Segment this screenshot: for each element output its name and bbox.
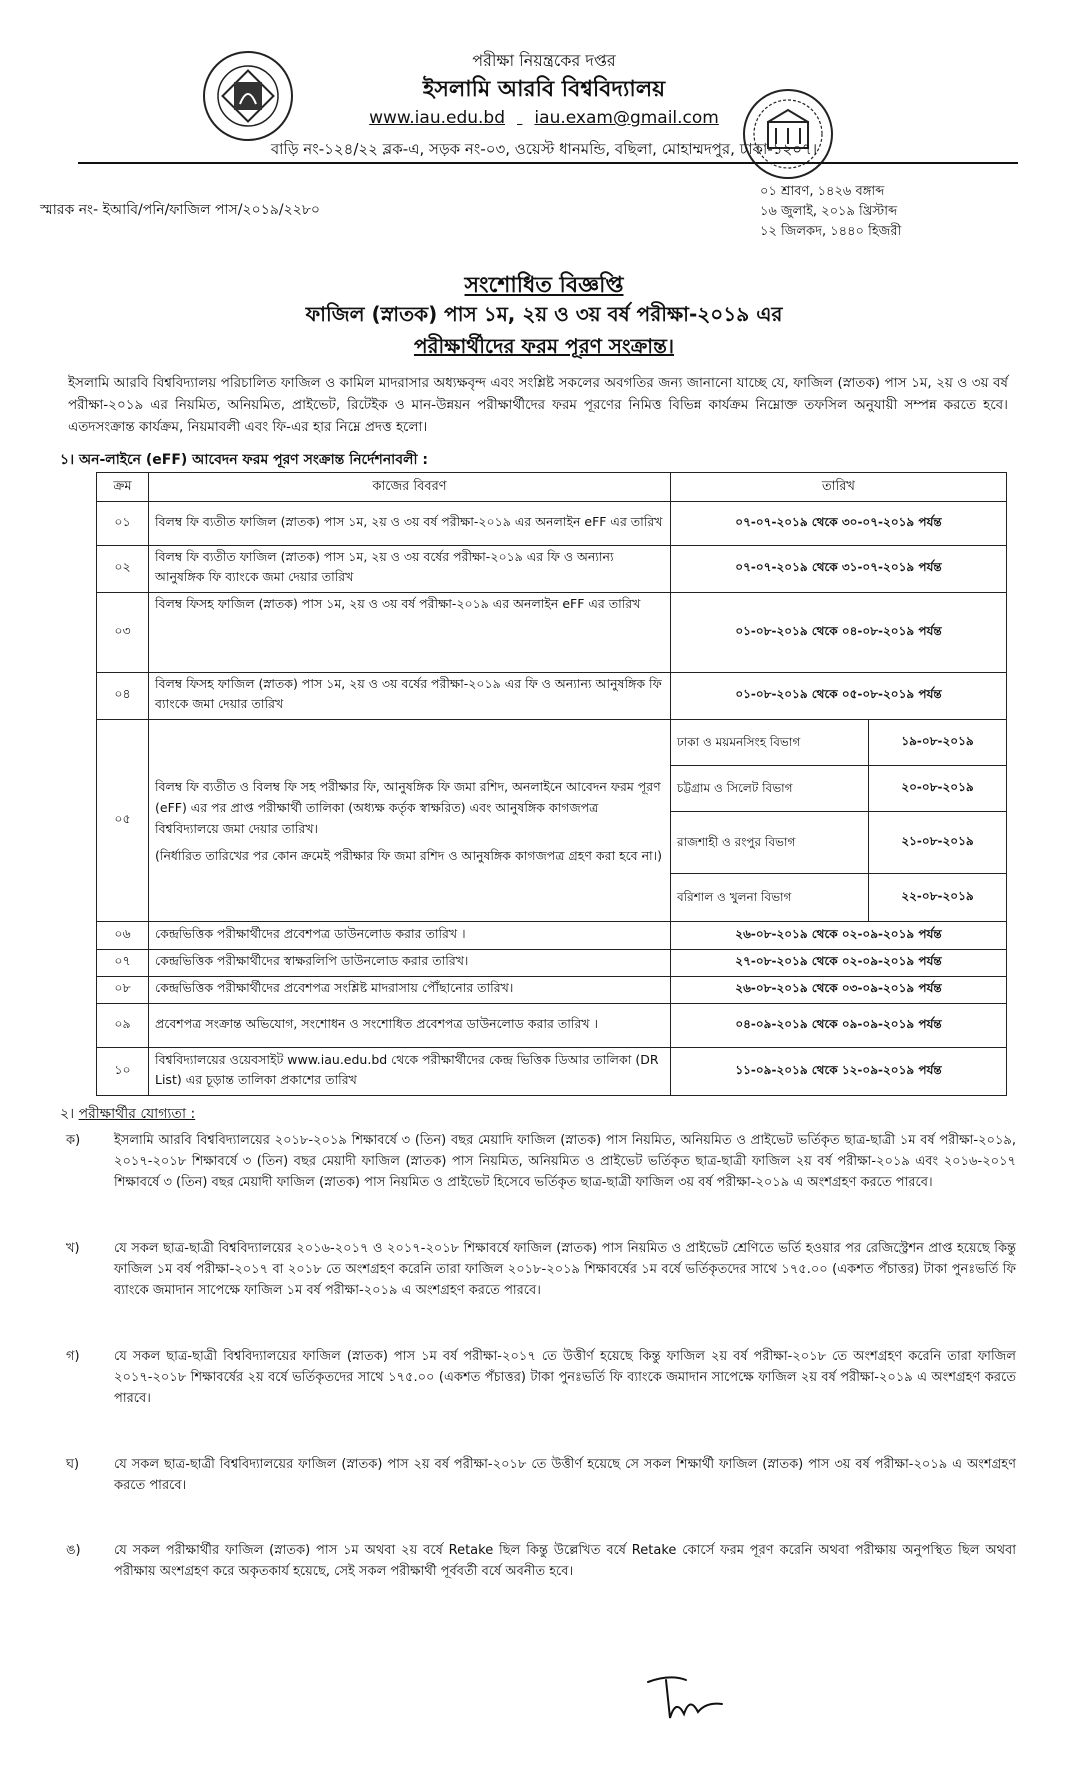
contact-line: [0, 108, 1088, 128]
table-row: [97, 593, 1007, 673]
division-name: রাজশাহী ও রংপুর বিভাগ: [671, 812, 869, 874]
row-date: ১১-০৯-২০১৯ থেকে ১২-০৯-২০১৯ পর্যন্ত: [671, 1048, 1007, 1096]
row-date: ২৬-০৮-২০১৯ থেকে ০৩-০৯-২০১৯ পর্যন্ত: [671, 977, 1007, 1004]
date-hijri: ১২ জিলকদ, ১৪৪০ হিজরী: [760, 224, 902, 239]
item-label: খ): [66, 1241, 80, 1256]
table-row: [97, 1004, 1007, 1048]
issue-dates: [760, 182, 901, 242]
division-date: ২২-০৮-২০১৯: [869, 874, 1007, 922]
row-serial: ০১: [97, 502, 149, 546]
website-link[interactable]: www.iau.edu.bd: [369, 108, 506, 128]
row-description: কেন্দ্রভিত্তিক পরীক্ষার্থীদের স্বাক্ষরলিপি ডাউনলোড করার তারিখ।: [149, 950, 671, 977]
division-name: ঢাকা ও ময়মনসিংহ বিভাগ: [671, 720, 869, 766]
division-date: ১৯-০৮-২০১৯: [869, 720, 1007, 766]
notice-subtitle-2: পরীক্ষার্থীদের ফরম পূরণ সংক্রান্ত।: [413, 334, 675, 358]
item-text: যে সকল ছাত্র-ছাত্রী বিশ্ববিদ্যালয়ের ফাজিল (স্নাতক) পাস ১ম বর্ষ পরীক্ষা-২০১৭ তে উত্তীর্ণ হয়েছে কিন্তু ফাজিল ২য় বর্ষ পরীক্ষা-২০১৮ তে অংশগ্রহণ করেনি তারা ফাজিল ২০১৭-২০১৮ শিক্ষাবর্ষের ২য় বর্ষে ভর্তিকৃতদের সাথে ১৭৫.০০ (একশত পঁচাত্তর) টাকা পুনঃভর্তি ফি ব্যাংকে জমাদান সাপেক্ষে ফাজিল ২য় বর্ষ পরীক্ষা-২০১৯ এ অংশগ্রহণ করতে পারবে।: [114, 1349, 1016, 1406]
row-serial: ০২: [97, 546, 149, 593]
row-description: বিলম্ব ফি ব্যতীত ফাজিল (স্নাতক) পাস ১ম, ২য় ও ৩য় বর্ষ পরীক্ষা-২০১৯ এর অনলাইন eFF এর তারিখ: [149, 502, 671, 546]
intro-paragraph: ইসলামি আরবি বিশ্ববিদ্যালয় পরিচালিত ফাজিল ও কামিল মাদরাসার অধ্যক্ষবৃন্দ এবং সংশ্লিষ্ট সকলের অবগতির জন্য জানানো যাচ্ছে যে, ফাজিল (স্নাতক) পাস ১ম, ২য় ও ৩য় বর্ষ পরীক্ষা-২০১৯ এর নিয়মিত, অনিয়মিত, প্রাইভেট, রিটেইক ও মান-উন্নয়ন পরীক্ষার্থীদের ফরম পূরণের নিমিত্ত বিভিন্ন কার্যক্রম নিম্নোক্ত তফসিল অনুযায়ী সম্পন্ন করতে হবে। এতদসংক্রান্ত কার্যক্রম, নিয়মাবলী এবং ফি-এর হার নিম্নে প্রদত্ত হলো।: [68, 375, 1008, 435]
table-row: [97, 950, 1007, 977]
row-serial: ০৩: [97, 593, 149, 673]
row-serial: ০৫: [97, 720, 149, 922]
row-date: ০৪-০৯-২০১৯ থেকে ০৯-০৯-২০১৯ পর্যন্ত: [671, 1004, 1007, 1048]
notice-title: সংশোধিত বিজ্ঞপ্তি: [464, 273, 624, 298]
row-description: প্রবেশপত্র সংক্রান্ত অভিযোগ, সংশোধন ও সংশোধিত প্রবেশপত্র ডাউনলোড করার তারিখ ।: [149, 1004, 671, 1048]
row-serial: ০৯: [97, 1004, 149, 1048]
table-header-row: [97, 473, 1007, 502]
table-row: [97, 546, 1007, 593]
office-name: পরীক্ষা নিয়ন্ত্রকের দপ্তর: [472, 51, 616, 70]
row-date: ০৭-০৭-২০১৯ থেকে ৩০-০৭-২০১৯ পর্যন্ত: [671, 502, 1007, 546]
item-text: যে সকল পরীক্ষার্থীর ফাজিল (স্নাতক) পাস ১ম অথবা ২য় বর্ষে Retake ছিল কিন্তু উল্লেখিত বর্ষে Retake কোর্সে ফরম পূরণ করেনি অথবা পরীক্ষায় অনুপস্থিত ছিল অথবা পরীক্ষায় অংশগ্রহণ করে অকৃতকার্য হয়েছে, সেই সকল পরীক্ষার্থী পূর্ববর্তী বর্ষে অবনীত হবে।: [114, 1543, 1016, 1579]
row-serial: ০৪: [97, 673, 149, 720]
row-description: [149, 720, 671, 922]
table-row: [97, 502, 1007, 546]
division-date: ২০-০৮-২০১৯: [869, 766, 1007, 812]
schedule-table: [96, 472, 1007, 1096]
eligibility-item: [66, 1454, 1016, 1496]
item-text: ইসলামি আরবি বিশ্ববিদ্যালয়ের ২০১৮-২০১৯ শিক্ষাবর্ষে ৩ (তিন) বছর মেয়াদি ফাজিল (স্নাতক) পাস নিয়মিত, অনিয়মিত ও প্রাইভেট ভর্তিকৃত ছাত্র-ছাত্রী ১ম বর্ষ পরীক্ষা-২০১৯, ২০১৭-২০১৮ শিক্ষাবর্ষে ৩ (তিন) বছর মেয়াদী ফাজিল (স্নাতক) পাস নিয়মিত, অনিয়মিত ও প্রাইভেট ভর্তিকৃত ছাত্র-ছাত্রী ফাজিল ২য় বর্ষ পরীক্ষা-২০১৯ এবং ২০১৬-২০১৭ শিক্ষাবর্ষে ৩ (তিন) বছর মেয়াদী ফাজিল (স্নাতক) পাস নিয়মিত ও প্রাইভেট হিসেবে ভর্তিকৃত ছাত্র-ছাত্রী ফাজিল ৩য় বর্ষ পরীক্ষা-২০১৯ এ অংশগ্রহণ করতে পারবে।: [114, 1133, 1016, 1190]
row-date: ০৭-০৭-২০১৯ থেকে ৩১-০৭-২০১৯ পর্যন্ত: [671, 546, 1007, 593]
division-date: ২১-০৮-২০১৯: [869, 812, 1007, 874]
row-date: ০১-০৮-২০১৯ থেকে ০৫-০৮-২০১৯ পর্যন্ত: [671, 673, 1007, 720]
row-date: ০১-০৮-২০১৯ থেকে ০৪-০৮-২০১৯ পর্যন্ত: [671, 593, 1007, 673]
item-text: যে সকল ছাত্র-ছাত্রী বিশ্ববিদ্যালয়ের ২০১৬-২০১৭ ও ২০১৭-২০১৮ শিক্ষাবর্ষে ফাজিল (স্নাতক) পাস নিয়মিত ও প্রাইভেট শ্রেণিতে ভর্তি হওয়ার পর রেজিস্ট্রেশন প্রাপ্ত হয়েছে কিন্তু ফাজিল ১ম বর্ষ পরীক্ষা-২০১৭ বা ২০১৮ তে অংশগ্রহণ করেনি তারা ফাজিল ২০১৮-২০১৯ শিক্ষাবর্ষের ১ম বর্ষে ভর্তিকৃতদের সাথে ১৭৫.০০ (একশত পঁচাত্তর) টাকা পুনঃভর্তি ফি ব্যাংকে জমাদান সাপেক্ষে ফাজিল ১ম বর্ষ পরীক্ষা-২০১৯ এ অংশগ্রহণ করতে পারবে।: [114, 1241, 1016, 1298]
memo-number: স্মারক নং- ইআবি/পনি/ফাজিল পাস/২০১৯/২২৮০: [40, 202, 321, 218]
table-row: [97, 673, 1007, 720]
signature: [640, 1668, 730, 1728]
eligibility-item: [66, 1540, 1016, 1582]
eligibility-item: [66, 1238, 1016, 1301]
row-serial: ০৬: [97, 922, 149, 950]
division-name: চট্টগ্রাম ও সিলেট বিভাগ: [671, 766, 869, 812]
row-description: বিশ্ববিদ্যালয়ের ওয়েবসাইট www.iau.edu.bd থেকে পরীক্ষার্থীদের কেন্দ্র ভিত্তিক ডিআর তালিকা (DR List) এর চূড়ান্ত তালিকা প্রকাশের তারিখ: [149, 1048, 671, 1096]
table-row: [97, 1048, 1007, 1096]
header-divider: [78, 162, 1018, 164]
eligibility-item: [66, 1346, 1016, 1409]
row-serial: ১০: [97, 1048, 149, 1096]
row-description: কেন্দ্রভিত্তিক পরীক্ষার্থীদের প্রবেশপত্র ডাউনলোড করার তারিখ ।: [149, 922, 671, 950]
date-gregorian: ১৬ জুলাই, ২০১৯ খ্রিস্টাব্দ: [760, 204, 898, 219]
section1-heading: ১। অন-লাইনে (eFF) আবেদন ফরম পূরণ সংক্রান্ত নির্দেশনাবলী :: [60, 452, 428, 468]
table-row: [97, 977, 1007, 1004]
notice-subtitle: ফাজিল (স্নাতক) পাস ১ম, ২য় ও ৩য় বর্ষ পরীক্ষা-২০১৯ এর: [305, 302, 783, 326]
date-bangla: ০১ শ্রাবণ, ১৪২৬ বঙ্গাব্দ: [760, 184, 885, 199]
section2-heading: [60, 1102, 195, 1126]
row-description: বিলম্ব ফিসহ ফাজিল (স্নাতক) পাস ১ম, ২য় ও ৩য় বর্ষের পরীক্ষা-২০১৯ এর ফি ও অন্যান্য আনুষঙ্গিক ফি ব্যাংকে জমা দেয়ার তারিখ: [149, 673, 671, 720]
section2-number: ২।: [60, 1106, 75, 1122]
row-description: বিলম্ব ফিসহ ফাজিল (স্নাতক) পাস ১ম, ২য় ও ৩য় বর্ষ পরীক্ষা-২০১৯ এর অনলাইন eFF এর তারিখ: [149, 593, 671, 673]
item-label: ঘ): [66, 1457, 80, 1472]
university-name: ইসলামি আরবি বিশ্ববিদ্যালয়: [422, 77, 666, 102]
item-text: যে সকল ছাত্র-ছাত্রী বিশ্ববিদ্যালয়ের ফাজিল (স্নাতক) পাস ২য় বর্ষ পরীক্ষা-২০১৮ তে উত্তীর্ণ হয়েছে সে সকল শিক্ষার্থী ফাজিল (স্নাতক) পাস ৩য় বর্ষ পরীক্ষা-২০১৯ এ অংশগ্রহণ করতে পারবে।: [114, 1457, 1016, 1493]
row-description: কেন্দ্রভিত্তিক পরীক্ষার্থীদের প্রবেশপত্র সংশ্লিষ্ট মাদরাসায় পৌঁছানোর তারিখ।: [149, 977, 671, 1004]
section2-title: পরীক্ষার্থীর যোগ্যতা :: [78, 1106, 196, 1122]
row-date: ২৬-০৮-২০১৯ থেকে ০২-০৯-২০১৯ পর্যন্ত: [671, 922, 1007, 950]
col-description: কাজের বিবরণ: [149, 473, 671, 502]
item-label: ক): [66, 1133, 81, 1148]
eligibility-item: [66, 1130, 1016, 1193]
table-row: [97, 720, 1007, 766]
row-serial: ০৮: [97, 977, 149, 1004]
division-name: বরিশাল ও খুলনা বিভাগ: [671, 874, 869, 922]
item-label: গ): [66, 1349, 80, 1364]
email-link[interactable]: iau.exam@gmail.com: [534, 108, 719, 128]
row5-note: (নির্ধারিত তারিখের পর কোন ক্রমেই পরীক্ষার ফি জমা রশিদ ও আনুষঙ্গিক কাগজপত্র গ্রহণ করা হবে না।): [155, 847, 663, 863]
row-serial: ০৭: [97, 950, 149, 977]
table-row: [97, 922, 1007, 950]
item-label: ঙ): [66, 1543, 81, 1558]
col-date: তারিখ: [671, 473, 1007, 502]
address: বাড়ি নং-১২৪/২২ ব্লক-এ, সড়ক নং-০৩, ওয়েস্ট ধানমন্ডি, বছিলা, মোহাম্মদপুর, ঢাকা-১২০৭।: [270, 140, 818, 158]
row-description: বিলম্ব ফি ব্যতীত ফাজিল (স্নাতক) পাস ১ম, ২য় ও ৩য় বর্ষের পরীক্ষা-২০১৯ এর ফি ও অন্যান্য আনুষঙ্গিক ফি ব্যাংকে জমা দেয়ার তারিখ: [149, 546, 671, 593]
row-date: ২৭-০৮-২০১৯ থেকে ০২-০৯-২০১৯ পর্যন্ত: [671, 950, 1007, 977]
row5-text: বিলম্ব ফি ব্যতীত ও বিলম্ব ফি সহ পরীক্ষার ফি, আনুষঙ্গিক ফি জমা রশিদ, অনলাইনে আবেদন ফরম পূরণ (eFF) এর পর প্রাপ্ত পরীক্ষার্থী তালিকা (অধ্যক্ষ কর্তৃক স্বাক্ষরিত) এবং আনুষঙ্গিক কাগজপত্র বিশ্ববিদ্যালয়ে জমা দেয়ার তারিখ।: [155, 778, 661, 836]
col-serial: ক্রম: [97, 473, 149, 502]
